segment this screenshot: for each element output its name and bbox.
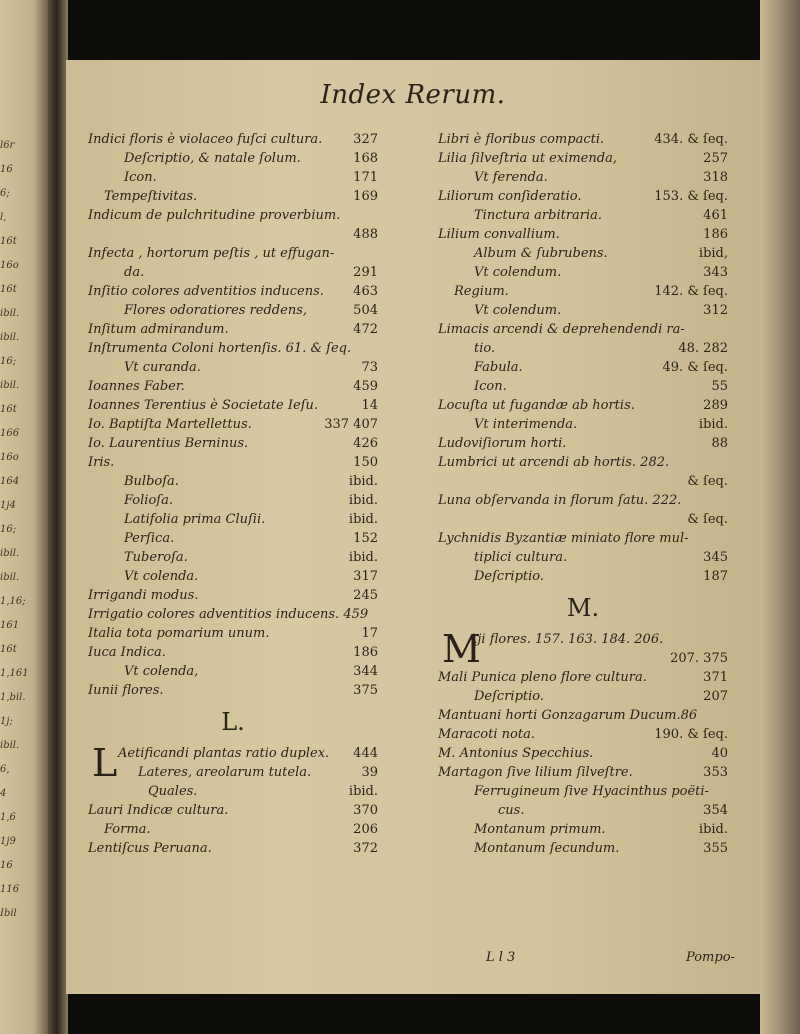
index-entry — [88, 339, 378, 358]
entry-text: Irrigandi modus. — [88, 588, 199, 603]
right-entries-top — [438, 130, 728, 586]
index-entry — [438, 510, 728, 529]
bleed-fragment: 1j4 — [0, 500, 16, 511]
bleed-fragment: 16; — [0, 524, 17, 535]
initial-entry-m — [438, 627, 728, 671]
right-entries-bottom — [438, 668, 728, 858]
index-entry — [88, 415, 378, 434]
entry-page: & ſeq. — [687, 512, 728, 527]
entry-text: Regium. — [454, 284, 509, 299]
bleed-fragment: 1,6 — [0, 812, 16, 823]
entry-text: Icon. — [124, 170, 157, 185]
entry-page: 375 — [353, 683, 378, 698]
entry-page: ibid, — [698, 246, 728, 261]
entry-text: Mantuani horti Gonzagarum Ducum.86 — [438, 708, 698, 723]
entry-text: Latifolia prima Cluſii. — [124, 512, 266, 527]
entry-page: 14 — [361, 398, 378, 413]
initial-entry-l — [88, 741, 378, 785]
bleed-fragment: 16 — [0, 860, 13, 871]
entry-text: Fabula. — [474, 360, 523, 375]
bleed-fragment: 1,bil. — [0, 692, 26, 703]
bleed-fragment: ibil. — [0, 332, 20, 343]
entry-text: Vt colendum. — [474, 303, 562, 318]
entry-page: ibid. — [348, 474, 378, 489]
entry-text: Irrigatio colores adventitios inducens. 459 — [88, 607, 369, 622]
entry-text: Ioannes Faber. — [88, 379, 185, 394]
entry-page: 459 — [353, 379, 378, 394]
bleed-fragment: 16o — [0, 452, 19, 463]
entry-page: 370 — [353, 803, 378, 818]
entry-text: Io. Baptiſta Martellettus. — [88, 417, 252, 432]
entry-text: Ioannes Terentius è Societate Ieſu. — [88, 398, 319, 413]
entry-page: 48. 282 — [678, 341, 728, 356]
entry-page: 354 — [703, 803, 728, 818]
index-entry — [438, 548, 728, 567]
index-entry — [438, 130, 728, 149]
entry-text: Vt colenda. — [124, 569, 199, 584]
bleed-fragment: 6; — [0, 188, 10, 199]
entry-text: Vt interimenda. — [474, 417, 578, 432]
entry-text: Iuca Indica. — [88, 645, 166, 660]
index-entry — [88, 168, 378, 187]
index-entry — [88, 820, 378, 839]
index-entry — [88, 605, 378, 624]
left-column — [88, 130, 378, 858]
index-entry — [438, 453, 728, 472]
entry-page: 142. & ſeq. — [654, 284, 728, 299]
bleed-fragment: 16t — [0, 644, 17, 655]
entry-text: Mali Punica pleno flore cultura. — [438, 670, 647, 685]
index-entry — [88, 586, 378, 605]
entry-page: 73 — [361, 360, 378, 375]
index-entry — [438, 839, 728, 858]
entry-page: 327 — [353, 132, 378, 147]
index-entry — [438, 263, 728, 282]
index-entry — [88, 529, 378, 548]
entry-page: 169 — [353, 189, 378, 204]
bleed-fragment: 161 — [0, 620, 20, 631]
entry-page: ibid. — [348, 493, 378, 508]
entry-page: 257 — [703, 151, 728, 166]
index-entry — [438, 706, 728, 725]
index-entry — [88, 320, 378, 339]
entry-page: 463 — [353, 284, 378, 299]
bleed-fragment: 16t — [0, 236, 17, 247]
entry-text: Liliorum conſideratio. — [438, 189, 582, 204]
index-entry — [88, 567, 378, 586]
index-entry — [438, 187, 728, 206]
index-entry — [438, 491, 728, 510]
index-entry — [438, 396, 728, 415]
entry-text: Locuſta ut fugandæ ab hortis. — [438, 398, 635, 413]
entry-text: Infecta , hortorum peſtis , ut effugan- — [88, 246, 335, 261]
bleed-fragment: ibil. — [0, 548, 20, 559]
index-entry — [88, 358, 378, 377]
entry-text: Inſitio colores adventitios inducens. — [88, 284, 324, 299]
section-letter-l: L. — [221, 708, 245, 736]
entry-page: 488 — [353, 227, 378, 242]
entry-text: Icon. — [474, 379, 507, 394]
right-column — [438, 130, 728, 858]
index-entry — [438, 782, 728, 801]
bleed-fragment: 16 — [0, 164, 13, 175]
entry-text: Vt colenda, — [124, 664, 199, 679]
entry-text: Aetificandi plantas ratio duplex. — [118, 746, 330, 761]
bleed-fragment: l6r — [0, 140, 15, 151]
bleed-fragment: ibil. — [0, 380, 20, 391]
index-entry — [438, 301, 728, 320]
index-entry — [88, 491, 378, 510]
entry-text: cus. — [498, 803, 525, 818]
entry-page: 245 — [353, 588, 378, 603]
entry-text: Iunii flores. — [88, 683, 164, 698]
index-entry — [88, 472, 378, 491]
entry-page: 472 — [353, 322, 378, 337]
entry-text: Libri è floribus compacti. — [438, 132, 605, 147]
entry-page: 337 407 — [324, 417, 378, 432]
index-entry — [88, 662, 378, 681]
entry-text: Quales. — [148, 784, 198, 799]
index-entry — [438, 377, 728, 396]
index-entry — [88, 453, 378, 472]
entry-page: 49. & ſeq. — [662, 360, 728, 375]
bleed-fragment: 16o — [0, 260, 19, 271]
bleed-fragment: 16; — [0, 356, 17, 367]
index-entry — [438, 149, 728, 168]
entry-text: tiplici cultura. — [474, 550, 568, 565]
bleed-fragment: l, — [0, 212, 7, 223]
entry-text: Iris. — [88, 455, 115, 470]
entry-page: 206 — [353, 822, 378, 837]
index-entry — [88, 130, 378, 149]
entry-text: Bulboſa. — [124, 474, 179, 489]
index-entry — [438, 339, 728, 358]
bleed-fragment: 166 — [0, 428, 20, 439]
bleed-fragment: 16t — [0, 404, 17, 415]
bleed-fragment: 1,161 — [0, 668, 29, 679]
index-entry — [438, 668, 728, 687]
left-entries-top — [88, 130, 378, 700]
index-entry — [438, 801, 728, 820]
bleed-fragment: 1,16; — [0, 596, 26, 607]
entry-text: Tuberoſa. — [124, 550, 188, 565]
index-entry — [88, 624, 378, 643]
entry-text: Indici floris è violaceo fuſci cultura. — [88, 132, 323, 147]
index-entry — [438, 725, 728, 744]
index-entry — [438, 415, 728, 434]
index-entry — [438, 358, 728, 377]
entry-text: Montanum primum. — [474, 822, 606, 837]
bleed-fragment: ibil. — [0, 740, 20, 751]
index-entry — [88, 643, 378, 662]
index-entry — [88, 206, 378, 225]
index-entry — [438, 687, 728, 706]
entry-text: da. — [124, 265, 145, 280]
index-entry — [88, 301, 378, 320]
index-entry — [88, 782, 378, 801]
entry-text: Perſica. — [124, 531, 175, 546]
bleed-fragment: 1j; — [0, 716, 13, 727]
index-entry — [438, 820, 728, 839]
bleed-fragment: 16t — [0, 284, 17, 295]
index-entry — [88, 396, 378, 415]
facing-page-bleed — [0, 0, 48, 1034]
entry-text: Limacis arcendi & deprehendendi ra- — [438, 322, 685, 337]
entry-text: Album & ſubrubens. — [474, 246, 608, 261]
entry-text: Lilia ſilveſtria ut eximenda, — [438, 151, 617, 166]
entry-text: Ferrugineum ſive Hyacinthus poëti- — [474, 784, 709, 799]
index-entry — [88, 548, 378, 567]
page-edge — [760, 0, 800, 1034]
entry-page: 39 — [361, 765, 378, 780]
entry-text: Vt ferenda. — [474, 170, 548, 185]
entry-text: Aji flores. 157. 163. 184. 206. — [468, 632, 664, 647]
entry-page: 207. 375 — [670, 651, 728, 666]
entry-page: 317 — [353, 569, 378, 584]
bleed-fragment: 4 — [0, 788, 7, 799]
index-entry — [438, 744, 728, 763]
index-entry — [88, 225, 378, 244]
left-entries-bottom — [88, 782, 378, 858]
entry-page: 152 — [353, 531, 378, 546]
index-entry — [88, 149, 378, 168]
bleed-fragment: 6, — [0, 764, 10, 775]
entry-text: Maracoti nota. — [438, 727, 535, 742]
entry-text: Inſitum admirandum. — [88, 322, 229, 337]
index-entry — [88, 510, 378, 529]
entry-text: Inſtrumenta Coloni hortenſis. 61. & ſeq. — [88, 341, 352, 356]
index-entry — [438, 225, 728, 244]
index-entry — [438, 206, 728, 225]
entry-page: 355 — [703, 841, 728, 856]
index-entry — [438, 567, 728, 586]
entry-text: Lauri Indicæ cultura. — [88, 803, 229, 818]
entry-page: 353 — [703, 765, 728, 780]
entry-page: 461 — [703, 208, 728, 223]
entry-page: 372 — [353, 841, 378, 856]
entry-page: 426 — [353, 436, 378, 451]
entry-text: Vt colendum. — [474, 265, 562, 280]
entry-page: 168 — [353, 151, 378, 166]
entry-page: 444 — [353, 746, 378, 761]
entry-page: & ſeq. — [687, 474, 728, 489]
index-entry — [438, 763, 728, 782]
entry-text: Lentiſcus Peruana. — [88, 841, 212, 856]
entry-text: Lateres, areolarum tutela. — [138, 765, 312, 780]
entry-page: 312 — [703, 303, 728, 318]
entry-page: 190. & ſeq. — [654, 727, 728, 742]
entry-page: 17 — [361, 626, 378, 641]
entry-page: 434. & ſeq. — [654, 132, 728, 147]
entry-page: 88 — [711, 436, 728, 451]
section-letter-m: M. — [566, 594, 600, 622]
index-entry — [438, 282, 728, 301]
entry-page: ibid. — [698, 417, 728, 432]
index-entry — [88, 263, 378, 282]
entry-text: Deſcriptio. — [474, 569, 545, 584]
entry-text: Tempeſtivitas. — [104, 189, 198, 204]
entry-page: 40 — [711, 746, 728, 761]
bleed-fragment: 116 — [0, 884, 20, 895]
index-entry — [88, 187, 378, 206]
index-entry — [438, 244, 728, 263]
index-page — [66, 60, 760, 994]
index-entry — [88, 244, 378, 263]
entry-page: 153. & ſeq. — [654, 189, 728, 204]
entry-text: Italia tota pomarium unum. — [88, 626, 270, 641]
entry-text: Lumbrici ut arcendi ab hortis. 282. — [438, 455, 670, 470]
entry-page: 504 — [353, 303, 378, 318]
entry-page: 207 — [703, 689, 728, 704]
entry-text: Folioſa. — [124, 493, 173, 508]
entry-page: ibid. — [698, 822, 728, 837]
index-entry — [88, 282, 378, 301]
bleed-fragment: ibil. — [0, 572, 20, 583]
catchword: Pompo- — [686, 950, 735, 965]
entry-text: Vt curanda. — [124, 360, 201, 375]
entry-text: Lilium convallium. — [438, 227, 560, 242]
entry-page: 291 — [353, 265, 378, 280]
entry-page: 318 — [703, 170, 728, 185]
bleed-fragment: Ibil — [0, 908, 17, 919]
entry-text: Deſcriptio. — [474, 689, 545, 704]
drop-cap-l: L — [92, 741, 118, 785]
entry-text: Forma. — [104, 822, 151, 837]
entry-page: 187 — [703, 569, 728, 584]
entry-text: tio. — [474, 341, 496, 356]
entry-text: Indicum de pulchritudine proverbium. — [88, 208, 341, 223]
drop-cap-m: M — [442, 627, 481, 671]
book-gutter — [48, 0, 68, 1034]
entry-text: Io. Laurentius Berninus. — [88, 436, 249, 451]
entry-page: 343 — [703, 265, 728, 280]
index-entry — [438, 320, 728, 339]
entry-text: Montanum ſecundum. — [474, 841, 620, 856]
signature-mark: L l 3 — [486, 950, 516, 965]
entry-text: Ludoviſiorum horti. — [438, 436, 567, 451]
index-entry — [438, 529, 728, 548]
index-entry — [438, 434, 728, 453]
entry-text: Deſcriptio, & natale ſolum. — [124, 151, 301, 166]
entry-page: 150 — [353, 455, 378, 470]
index-entry — [88, 839, 378, 858]
entry-page: 186 — [353, 645, 378, 660]
entry-text: M. Antonius Specchius. — [438, 746, 594, 761]
entry-page: 186 — [703, 227, 728, 242]
page-title: Index Rerum. — [320, 80, 506, 110]
entry-page: ibid. — [348, 550, 378, 565]
entry-page: 289 — [703, 398, 728, 413]
bleed-fragment: ibil. — [0, 308, 20, 319]
entry-text: Flores odoratiores reddens, — [124, 303, 307, 318]
index-entry — [88, 434, 378, 453]
entry-page: 345 — [703, 550, 728, 565]
entry-text: Tinctura arbitraria. — [474, 208, 603, 223]
index-entry — [88, 377, 378, 396]
index-entry — [438, 472, 728, 491]
entry-text: Martagon ſive lilium ſilveſtre. — [438, 765, 633, 780]
bleed-fragment: 164 — [0, 476, 20, 487]
entry-page: 55 — [711, 379, 728, 394]
entry-page: 344 — [353, 664, 378, 679]
entry-text: Lychnidis Byzantiæ miniato flore mul- — [438, 531, 689, 546]
entry-page: 371 — [703, 670, 728, 685]
index-entry — [88, 801, 378, 820]
entry-page: 171 — [353, 170, 378, 185]
entry-text: Luna obſervanda in florum ſatu. 222. — [438, 493, 682, 508]
entry-page: ibid. — [348, 784, 378, 799]
index-entry — [438, 168, 728, 187]
entry-page: ibid. — [348, 512, 378, 527]
index-entry — [88, 681, 378, 700]
bleed-fragment: 1j9 — [0, 836, 16, 847]
